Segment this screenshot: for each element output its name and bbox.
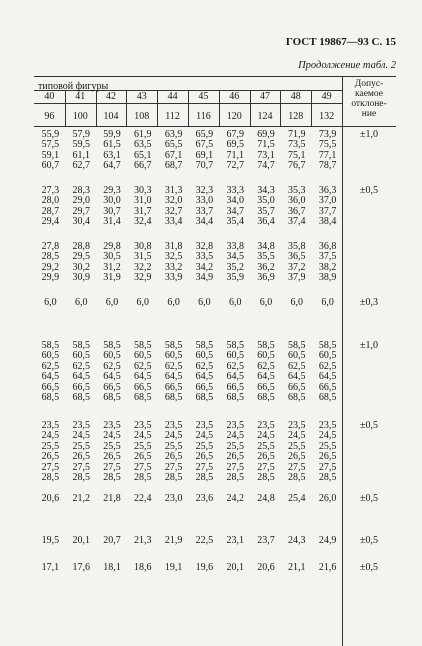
size-header-cell: 47 (259, 91, 270, 102)
page-header: ГОСТ 19867—93 С. 15 (285, 36, 396, 48)
girth-header-cell: 132 (319, 111, 335, 122)
tolerance-cell: ±0,3 (360, 297, 378, 308)
value-cell: 6,0 (290, 297, 304, 308)
tolerance-cell: ±0,5 (360, 185, 378, 196)
value-cell: 23,7 (257, 535, 275, 546)
girth-header-cell: 100 (72, 111, 88, 122)
value-cell: 23,5 24,5 25,5 26,5 27,5 28,5 (41, 420, 60, 484)
value-cell: 21,8 (103, 493, 121, 504)
value-cell: 32,3 33,0 33,7 34,4 (195, 185, 214, 228)
value-cell: 30,3 31,0 31,7 32,4 (134, 185, 152, 228)
value-cell: 33,8 34,5 35,2 35,9 (226, 241, 244, 284)
value-cell: 17,6 (72, 562, 90, 573)
group-caption: типовой фигуры (38, 81, 109, 92)
size-header-cell: 48 (290, 91, 301, 102)
value-cell: 23,5 24,5 25,5 26,5 27,5 28,5 (164, 420, 183, 484)
value-cell: 6,0 (321, 297, 334, 308)
size-header-cell: 42 (105, 91, 116, 102)
value-cell: 29,3 30,0 30,7 31,4 (103, 185, 121, 228)
value-cell: 36,3 37,0 37,7 38,4 (318, 185, 337, 228)
value-cell: 58,5 60,5 62,5 64,5 66,5 68,5 (134, 340, 152, 404)
value-cell: 33,3 34,0 34,7 35,4 (226, 185, 244, 228)
value-cell: 31,8 32,5 33,2 33,9 (164, 241, 183, 284)
value-cell: 22,5 (195, 535, 214, 546)
tolerance-cell: ±0,5 (360, 562, 378, 573)
value-cell: 21,3 (134, 535, 152, 546)
value-cell: 58,5 60,5 62,5 64,5 66,5 68,5 (195, 340, 214, 404)
value-cell: 23,5 24,5 25,5 26,5 27,5 28,5 (103, 420, 121, 484)
tolerance-column-divider (342, 76, 343, 646)
value-cell: 63,9 65,5 67,1 68,7 (164, 129, 183, 172)
value-cell: 18,1 (103, 562, 121, 573)
value-cell: 21,6 (318, 562, 337, 573)
value-cell: 20,1 (226, 562, 244, 573)
value-cell: 34,3 35,0 35,7 36,4 (257, 185, 275, 228)
value-cell: 27,8 28,5 29,2 29,9 (41, 241, 60, 284)
value-cell: 28,8 29,5 30,2 30,9 (72, 241, 90, 284)
value-cell: 6,0 (44, 297, 57, 308)
girth-header-cell: 124 (257, 111, 273, 122)
value-cell: 21,2 (72, 493, 90, 504)
value-cell: 6,0 (228, 297, 242, 308)
value-cell: 19,5 (41, 535, 60, 546)
size-header-cell: 45 (198, 91, 209, 102)
value-cell: 6,0 (198, 297, 211, 308)
value-cell: 19,1 (164, 562, 183, 573)
measurement-table (34, 76, 396, 646)
value-cell: 24,2 (226, 493, 244, 504)
value-cell: 26,0 (318, 493, 337, 504)
value-cell: 20,1 (72, 535, 90, 546)
value-cell: 24,9 (318, 535, 337, 546)
table-continuation-caption: Продолжение табл. 2 (298, 60, 396, 71)
value-cell: 23,5 24,5 25,5 26,5 27,5 28,5 (318, 420, 337, 484)
value-cell: 31,3 32,0 32,7 33,4 (164, 185, 183, 228)
value-cell: 73,9 75,5 77,1 78,7 (318, 129, 337, 172)
girth-header-cell: 104 (103, 111, 119, 122)
value-cell: 58,5 60,5 62,5 64,5 66,5 68,5 (257, 340, 275, 404)
size-header-cell: 49 (321, 91, 332, 102)
girth-header-cell: 108 (134, 111, 150, 122)
value-cell: 23,5 24,5 25,5 26,5 27,5 28,5 (226, 420, 244, 484)
value-cell: 35,3 36,0 36,7 37,4 (288, 185, 306, 228)
value-cell: 67,9 69,5 71,1 72,7 (226, 129, 244, 172)
value-cell: 23,0 (164, 493, 183, 504)
value-cell: 58,5 60,5 62,5 64,5 66,5 68,5 (318, 340, 337, 404)
value-cell: 6,0 (74, 297, 88, 308)
value-cell: 57,9 59,5 61,1 62,7 (72, 129, 90, 172)
size-header-cell: 43 (136, 91, 147, 102)
value-cell: 24,3 (288, 535, 306, 546)
value-cell: 58,5 60,5 62,5 64,5 66,5 68,5 (72, 340, 90, 404)
value-cell: 22,4 (134, 493, 152, 504)
girth-header-cell: 128 (288, 111, 304, 122)
tolerance-cell: ±0,5 (360, 493, 378, 504)
value-cell: 21,1 (288, 562, 306, 573)
value-cell: 25,4 (288, 493, 306, 504)
value-cell: 69,9 71,5 73,1 74,7 (257, 129, 275, 172)
tolerance-caption: Допус- каемое отклоне- ние (351, 79, 387, 119)
value-cell: 71,9 73,5 75,1 76,7 (288, 129, 306, 172)
value-cell: 58,5 60,5 62,5 64,5 66,5 68,5 (226, 340, 244, 404)
girth-header-cell: 96 (44, 111, 55, 122)
value-cell: 20,7 (103, 535, 121, 546)
size-header-cell: 44 (167, 91, 178, 102)
value-cell: 61,9 63,5 65,1 66,7 (134, 129, 152, 172)
value-cell: 23,5 24,5 25,5 26,5 27,5 28,5 (257, 420, 275, 484)
value-cell: 36,8 37,5 38,2 38,9 (318, 241, 337, 284)
value-cell: 17,1 (41, 562, 60, 573)
value-cell: 28,3 29,0 29,7 30,4 (72, 185, 90, 228)
value-cell: 6,0 (167, 297, 180, 308)
value-cell: 23,5 24,5 25,5 26,5 27,5 28,5 (72, 420, 90, 484)
value-cell: 65,9 67,5 69,1 70,7 (195, 129, 214, 172)
tolerance-cell: ±1,0 (360, 129, 378, 140)
value-cell: 58,5 60,5 62,5 64,5 66,5 68,5 (288, 340, 306, 404)
value-cell: 6,0 (259, 297, 273, 308)
value-cell: 18,6 (134, 562, 152, 573)
size-header-cell: 41 (75, 91, 86, 102)
value-cell: 35,8 36,5 37,2 37,9 (288, 241, 306, 284)
value-cell: 19,6 (195, 562, 214, 573)
value-cell: 23,5 24,5 25,5 26,5 27,5 28,5 (288, 420, 306, 484)
value-cell: 23,6 (195, 493, 214, 504)
value-cell: 24,8 (257, 493, 275, 504)
value-cell: 59,9 61,5 63,1 64,7 (103, 129, 121, 172)
girth-header-cell: 112 (165, 111, 180, 122)
value-cell: 6,0 (136, 297, 150, 308)
value-cell: 58,5 60,5 62,5 64,5 66,5 68,5 (103, 340, 121, 404)
value-cell: 23,5 24,5 25,5 26,5 27,5 28,5 (134, 420, 152, 484)
tolerance-cell: ±1,0 (360, 340, 378, 351)
tolerance-cell: ±0,5 (360, 420, 378, 431)
value-cell: 32,8 33,5 34,2 34,9 (195, 241, 214, 284)
value-cell: 6,0 (105, 297, 119, 308)
size-header-cell: 40 (44, 91, 55, 102)
girth-header-cell: 120 (226, 111, 242, 122)
value-cell: 21,9 (164, 535, 183, 546)
value-cell: 29,8 30,5 31,2 31,9 (103, 241, 121, 284)
value-cell: 34,8 35,5 36,2 36,9 (257, 241, 275, 284)
value-cell: 58,5 60,5 62,5 64,5 66,5 68,5 (41, 340, 60, 404)
value-cell: 23,1 (226, 535, 244, 546)
size-header-cell: 46 (229, 91, 240, 102)
value-cell: 55,9 57,5 59,1 60,7 (41, 129, 60, 172)
value-cell: 27,3 28,0 28,7 29,4 (41, 185, 60, 228)
value-cell: 30,8 31,5 32,2 32,9 (134, 241, 152, 284)
girth-header-cell: 116 (196, 111, 211, 122)
value-cell: 58,5 60,5 62,5 64,5 66,5 68,5 (164, 340, 183, 404)
tolerance-cell: ±0,5 (360, 535, 378, 546)
value-cell: 20,6 (41, 493, 60, 504)
value-cell: 23,5 24,5 25,5 26,5 27,5 28,5 (195, 420, 214, 484)
value-cell: 20,6 (257, 562, 275, 573)
